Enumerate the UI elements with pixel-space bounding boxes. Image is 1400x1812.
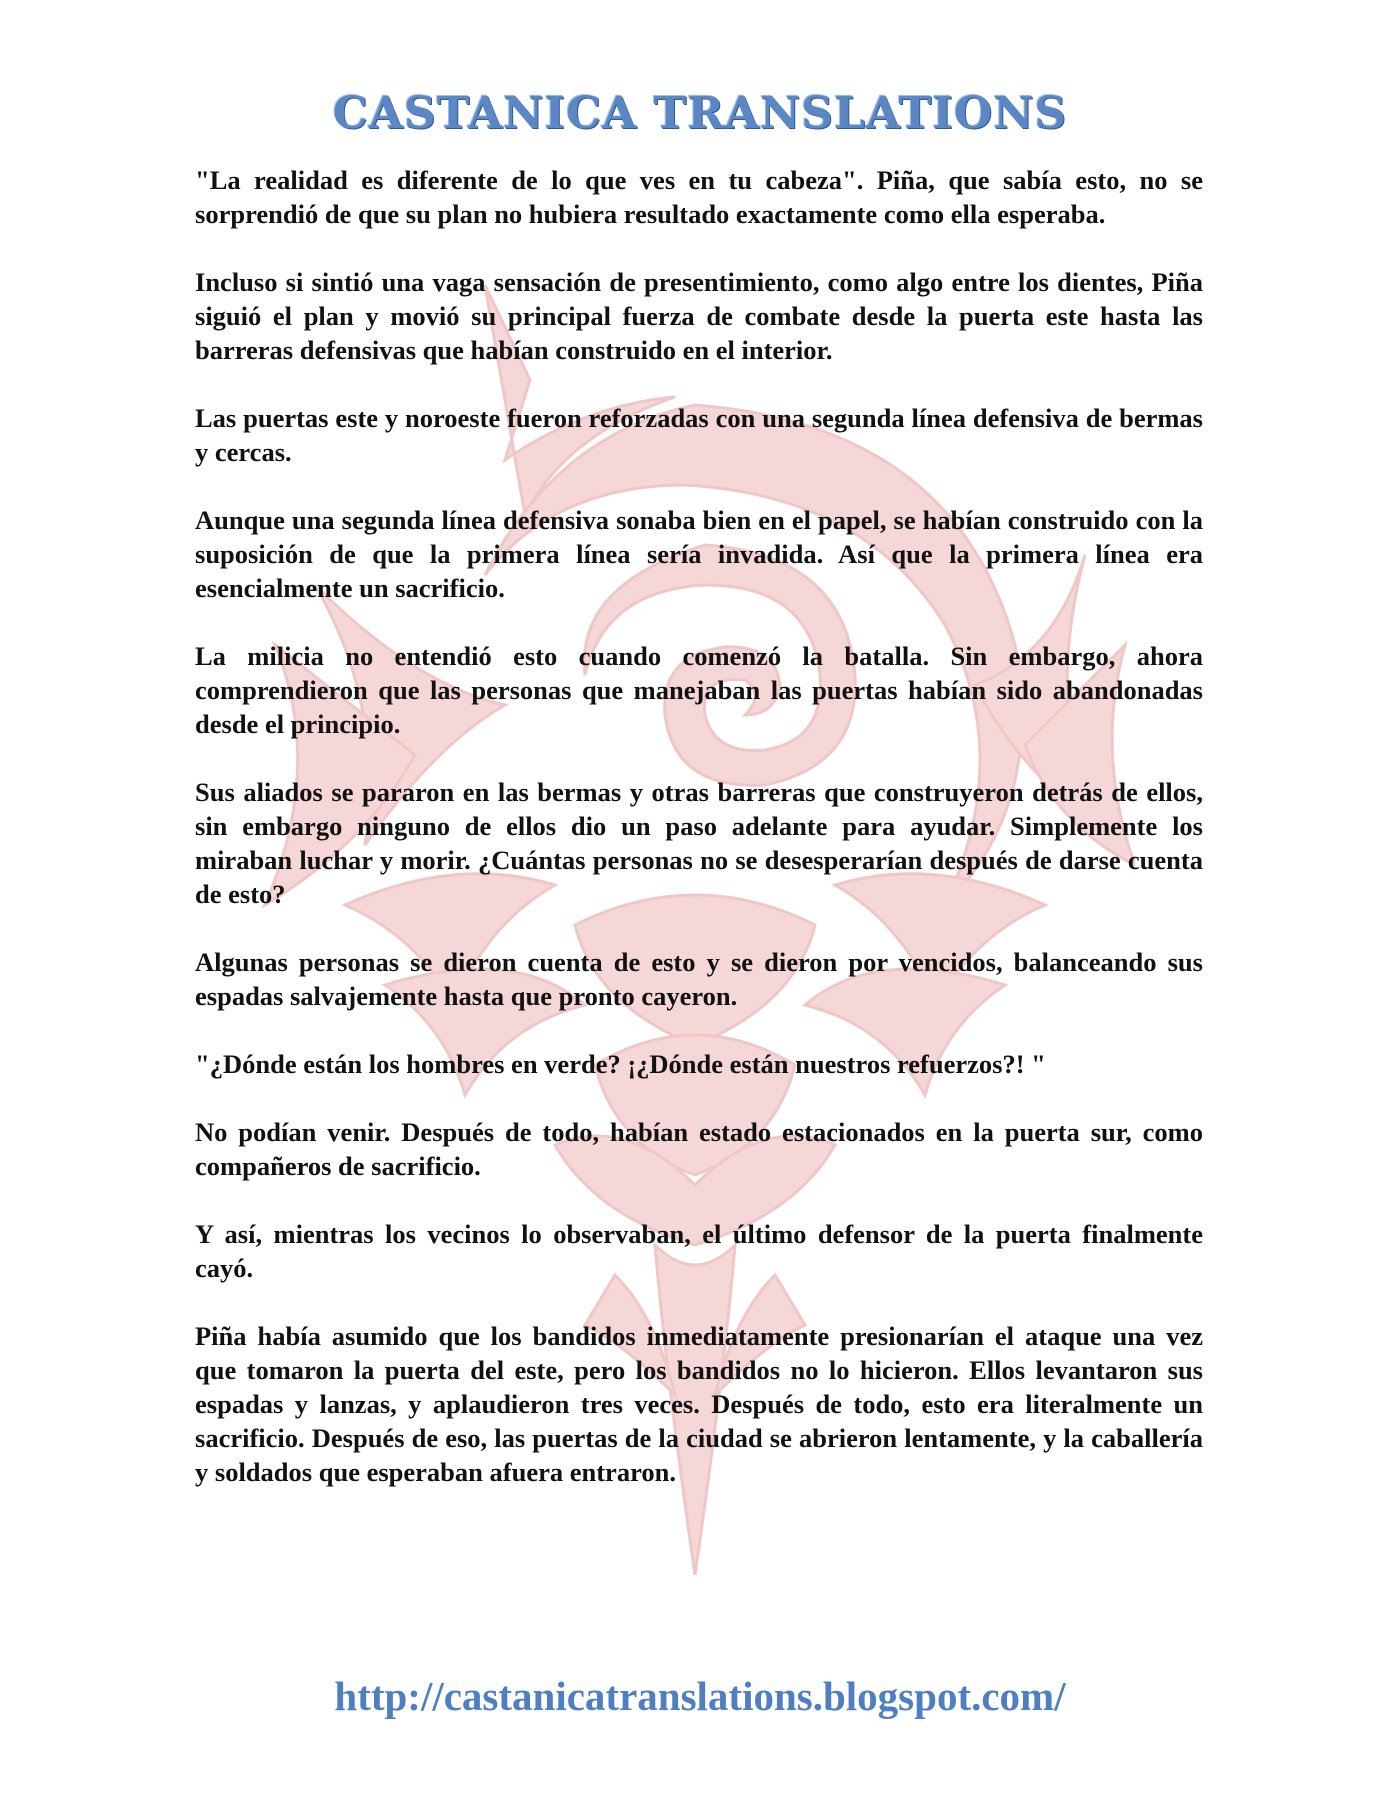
paragraph: Sus aliados se pararon en las bermas y otras barreras que construyeron detrás de ellos, sin embargo ninguno de ellos dio un paso adelante para ayudar. Simplemente los miraban luchar y morir. ¿Cuántas personas no se desesperarían después de darse cuenta de esto?: [195, 777, 1203, 909]
paragraph: Las puertas este y noroeste fueron reforzadas con una segunda línea defensiva de bermas y cercas.: [195, 403, 1203, 467]
paragraph: Piña había asumido que los bandidos inmediatamente presionarían el ataque una vez que tomaron la puerta del este, pero los bandidos no lo hicieron. Ellos levantaron sus espadas y lanzas, y aplaudieron tres veces. Después de todo, esto era literalmente un sacrificio. Después de eso, las puertas de la ciudad se abrieron lentamente, y la caballería y soldados que esperaban afuera entraron.: [195, 1321, 1203, 1487]
site-title: CASTANICA TRANSLATIONS: [332, 88, 1068, 139]
paragraph: La milicia no entendió esto cuando comenzó la batalla. Sin embargo, ahora comprendieron que las personas que manejaban las puertas habían sido abandonadas desde el principio.: [195, 641, 1203, 739]
paragraph: No podían venir. Después de todo, habían estado estacionados en la puerta sur, como compañeros de sacrificio.: [195, 1117, 1203, 1181]
blog-url-link[interactable]: http://castanicatranslations.blogspot.com/: [334, 1673, 1066, 1719]
paragraph: Aunque una segunda línea defensiva sonaba bien en el papel, se habían construido con la suposición de que la primera línea sería invadida. Así que la primera línea era esencialmente un sacrificio.: [195, 505, 1203, 603]
chapter-text: [195, 163, 1203, 1523]
paragraph: Y así, mientras los vecinos lo observaban, el último defensor de la puerta finalmente cayó.: [195, 1219, 1203, 1283]
paragraph: "La realidad es diferente de lo que ves en tu cabeza". Piña, que sabía esto, no se sorprendió de que su plan no hubiera resultado exactamente como ella esperaba.: [195, 165, 1203, 229]
paragraph: Incluso si sintió una vaga sensación de presentimiento, como algo entre los dientes, Piña siguió el plan y movió su principal fuerza de combate desde la puerta este hasta las barreras defensivas que habían construido en el interior.: [195, 267, 1203, 365]
paragraph: Algunas personas se dieron cuenta de esto y se dieron por vencidos, balanceando sus espadas salvajemente hasta que pronto cayeron.: [195, 947, 1203, 1011]
paragraph: "¿Dónde están los hombres en verde? ¡¿Dónde están nuestros refuerzos?! ": [195, 1049, 1046, 1079]
